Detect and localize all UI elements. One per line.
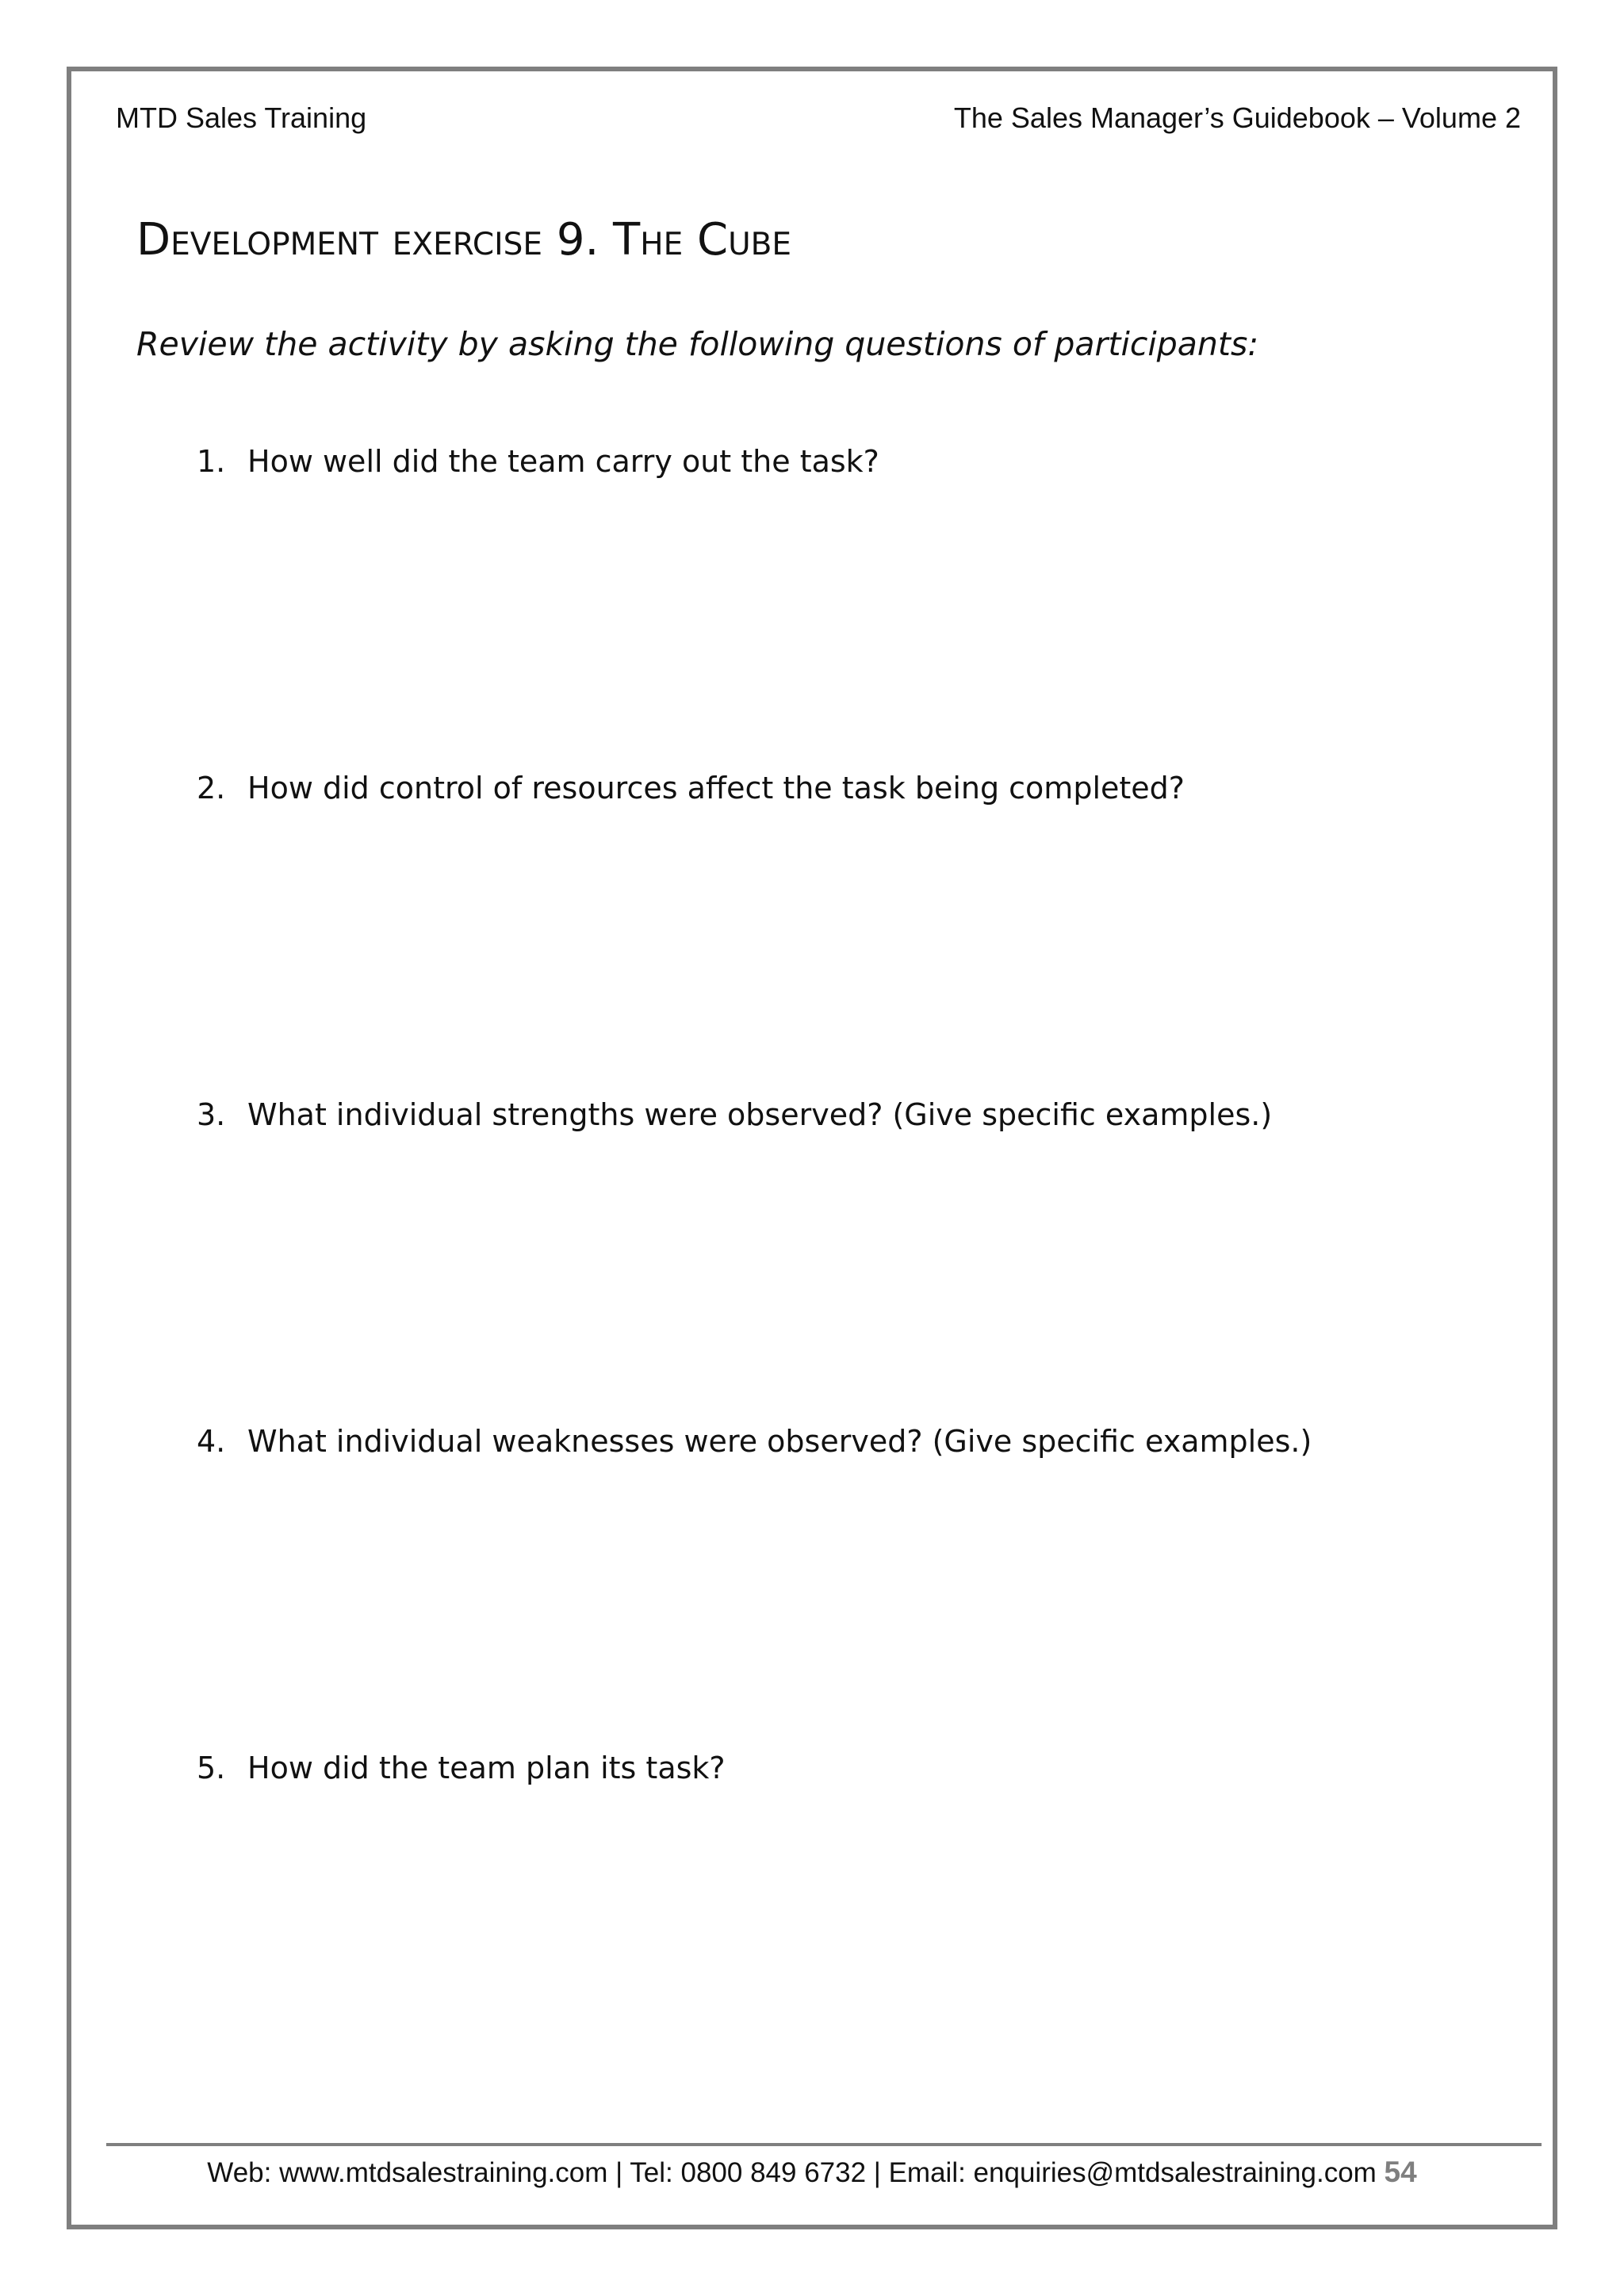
footer-contact-info: Web: www.mtdsalestraining.com | Tel: 0800 849 6732 | Email: enquiries@mtdsalestraining.com xyxy=(207,2157,1377,2188)
header-company: MTD Sales Training xyxy=(116,101,367,134)
page-border xyxy=(67,67,1557,2229)
question-number: 3. xyxy=(197,1097,226,1132)
question-number: 1. xyxy=(197,444,226,479)
question-text: How did control of resources affect the task being completed? xyxy=(247,771,1185,806)
question-number: 2. xyxy=(197,771,226,806)
exercise-title: Development exercise 9. The Cube xyxy=(136,214,792,266)
question-text: What individual weaknesses were observed? (Give specific examples.) xyxy=(247,1424,1312,1459)
footer-divider xyxy=(106,2143,1542,2146)
question-item xyxy=(197,444,879,479)
question-text: What individual strengths were observed? (Give specific examples.) xyxy=(247,1097,1273,1132)
header-book-title: The Sales Manager’s Guidebook – Volume 2 xyxy=(953,101,1521,134)
question-item xyxy=(197,771,1185,806)
intro-instruction: Review the activity by asking the following questions of participants: xyxy=(136,325,1259,363)
page-number: 54 xyxy=(1384,2156,1417,2188)
question-number: 4. xyxy=(197,1424,226,1459)
question-item xyxy=(197,1097,1272,1132)
question-text: How did the team plan its task? xyxy=(247,1751,726,1785)
footer xyxy=(0,2156,1624,2189)
question-text: How well did the team carry out the task? xyxy=(247,444,879,479)
question-number: 5. xyxy=(197,1751,226,1785)
question-item xyxy=(197,1424,1312,1459)
question-item xyxy=(197,1751,726,1785)
